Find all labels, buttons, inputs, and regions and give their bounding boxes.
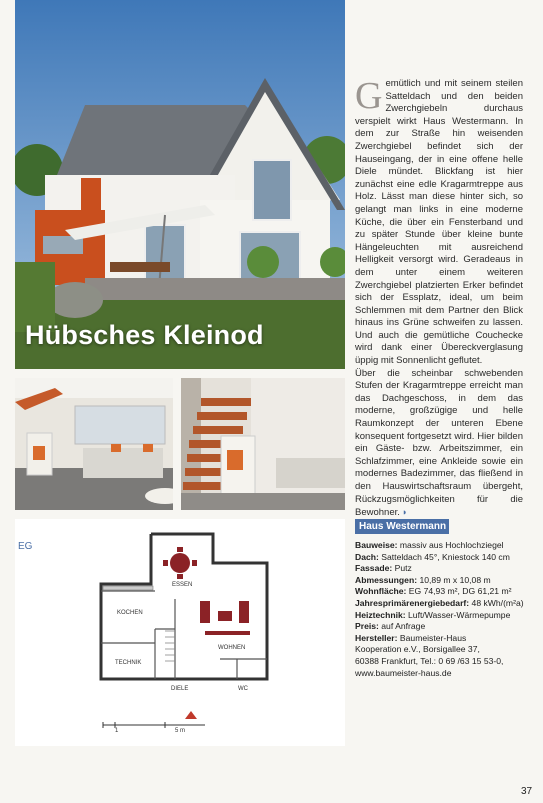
article-paragraph-2-text: Über die scheinbar schwebenden Stufen der Kragarmtreppe erreicht man das Dachgeschoss, in dem das moderne, großzügige und helle Raumkonzept der unteren Ebene konsequent fortgesetzt wird. Hier bilden ein Gäste- bzw. Arbeitszimmer, ein Schlafzimmer, eine Ankleide sowie ein modernes Badezimmer, das fließend in den Hauswirtschaftsraum übergeht, Rückzugsmöglichkeiten für die Bewohner. xyxy=(355,367,523,519)
info-value: Putz xyxy=(392,563,412,574)
living-room-photo xyxy=(15,378,173,510)
info-value: auf Anfrage xyxy=(378,621,426,632)
info-row-dach xyxy=(355,552,535,564)
room-label-technik: TECHNIK xyxy=(115,660,142,666)
info-key: Abmessungen: xyxy=(355,574,418,585)
drop-cap: G xyxy=(355,75,383,117)
info-row-wohnflaeche xyxy=(355,586,535,598)
info-address-line: Kooperation e.V., Borsigallee 37, xyxy=(355,644,480,655)
room-label-diele: DIELE xyxy=(171,686,189,692)
info-key: Fassade: xyxy=(355,563,393,574)
info-row-heiztechnik xyxy=(355,610,535,622)
floor-label: EG xyxy=(18,541,33,552)
info-row-bauweise xyxy=(355,540,535,552)
info-key: Bauweise: xyxy=(355,540,398,550)
info-row-energiebedarf xyxy=(355,598,535,610)
info-box xyxy=(355,540,535,679)
floor-plan-drawing xyxy=(15,519,345,746)
article-paragraph-1: emütlich und mit seinem steilen Satteldach und den beiden Zwerchgiebeln durchaus verspielt wirkt Haus Westermann. In dem zur Straße hin weisenden Zwerchgiebel befindet sich der Hauseingang, der in eine offene helle Diele mündet. Blickfang ist hier zunächst eine edle Kragarmtreppe aus Holz. Lässt man diese hinter sich, so gelangt man links in eine moderne Küche, die über ein Fensterband und zu später Stunde über kleine bunte Hängeleuchten mit ausreichend Helligkeit versorgt wird. Geradeaus in dem unter einem weiteren Zwerchgiebel platzierten Erker befindet sich der Essplatz, ideal, um beim Schlemmen mit dem Partner den Blick hinaus ins Grüne schweifen zu lassen. Und auch die gemütliche Couchecke wird dank einer Übereckverglasung üppig mit Sonnenlicht geflutet. xyxy=(355,78,523,367)
article-paragraph-2 xyxy=(355,368,523,520)
info-key: Dach: xyxy=(355,551,379,562)
scale-label-start: 1 xyxy=(115,728,119,734)
page-number: 37 xyxy=(521,786,533,797)
info-key: Wohnfläche: xyxy=(355,586,407,597)
end-mark-icon: ◗ xyxy=(401,507,408,518)
info-key: Heiztechnik: xyxy=(355,609,406,620)
info-row-preis xyxy=(355,621,535,633)
floor-plan xyxy=(15,519,345,746)
living-room-image xyxy=(15,378,173,510)
room-label-kochen: KOCHEN xyxy=(117,610,143,616)
room-label-wohnen: WOHNEN xyxy=(218,645,246,651)
info-value: Luft/Wasser-Wärmepumpe xyxy=(405,609,511,620)
info-value: massiv aus Hochlochziegel xyxy=(397,540,504,550)
room-label-wc: WC xyxy=(238,686,248,692)
info-value: Satteldach 45°, Kniestock 140 cm xyxy=(378,551,510,562)
info-row-abmessungen xyxy=(355,575,535,587)
info-address-line: 60388 Frankfurt, Tel.: 0 69 /63 15 53-0, xyxy=(355,655,504,666)
hero-title: Hübsches Kleinod xyxy=(25,320,264,350)
info-website-link[interactable]: www.baumeister-haus.de xyxy=(355,667,452,678)
info-key: Jahresprimärenergiebedarf: xyxy=(355,597,470,608)
scale-label-end: 5 m xyxy=(175,728,186,734)
info-value: 10,89 m x 10,08 m xyxy=(417,574,491,585)
info-value: 48 kWh/(m²a) xyxy=(469,597,524,608)
info-value: Baumeister-Haus xyxy=(397,632,467,643)
stairs-photo xyxy=(181,378,345,510)
house-exterior-image xyxy=(15,0,345,369)
room-label-essen: ESSEN xyxy=(172,582,193,588)
info-value: EG 74,93 m², DG 61,21 m² xyxy=(406,586,512,597)
info-row-hersteller xyxy=(355,633,535,645)
info-key: Preis: xyxy=(355,621,379,632)
hero-photo xyxy=(15,0,345,369)
article-text xyxy=(355,75,523,520)
info-box-header: Haus Westermann xyxy=(355,519,449,534)
info-row-fassade xyxy=(355,563,535,575)
info-key: Hersteller: xyxy=(355,632,398,643)
stairs-image xyxy=(181,378,345,510)
